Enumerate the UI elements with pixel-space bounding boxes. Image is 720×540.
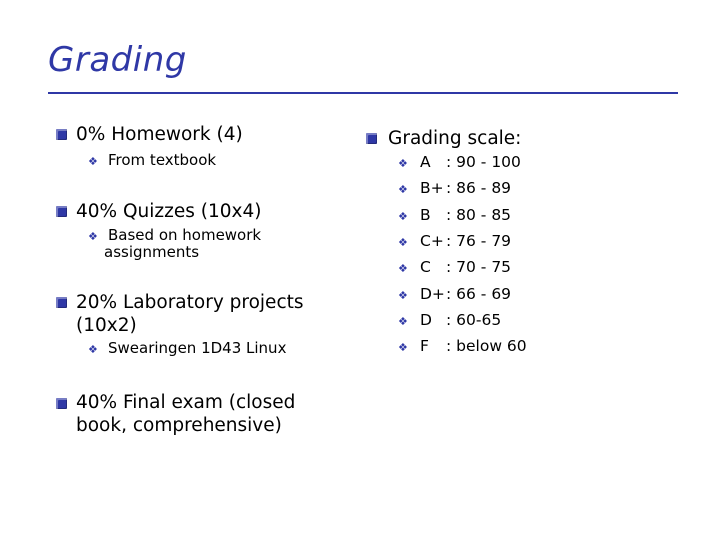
diamond-bullet-icon: ❖: [398, 235, 408, 249]
diamond-bullet-icon: ❖: [398, 209, 408, 223]
diamond-bullet-icon: ❖: [88, 343, 98, 356]
grade-range: : below 60: [446, 337, 527, 356]
diamond-bullet-icon: ❖: [398, 183, 408, 197]
diamond-bullet-icon: ❖: [398, 314, 408, 328]
grade-range: : 60-65: [446, 310, 502, 329]
grade-range: : 80 - 85: [446, 205, 512, 224]
grade-range: : 86 - 89: [446, 179, 512, 198]
labs-item-line1: 20% Laboratory projects: [76, 292, 304, 313]
quizzes-subitem-line2: assignments: [104, 243, 200, 261]
square-bullet-icon: [56, 297, 67, 308]
quizzes-item: 40% Quizzes (10x4): [76, 201, 262, 222]
square-bullet-icon: [56, 398, 67, 409]
grade-letter: C: [420, 258, 431, 277]
grade-range: : 90 - 100: [446, 153, 521, 171]
grade-letter: C+: [420, 231, 444, 250]
grading-scale-heading: Grading scale:: [388, 128, 522, 149]
labs-subitem: Swearingen 1D43 Linux: [108, 339, 287, 357]
diamond-bullet-icon: ❖: [398, 157, 408, 170]
diamond-bullet-icon: ❖: [88, 230, 98, 243]
homework-item: 0% Homework (4): [76, 124, 243, 145]
slide-title: Grading: [48, 40, 187, 80]
square-bullet-icon: [366, 133, 377, 144]
grade-letter: F: [420, 337, 429, 356]
final-exam-item-line1: 40% Final exam (closed: [76, 392, 296, 413]
final-exam-item-line2: book, comprehensive): [76, 415, 282, 436]
title-underline: [48, 92, 678, 94]
diamond-bullet-icon: ❖: [88, 155, 98, 168]
quizzes-subitem-line1: Based on homework: [108, 226, 262, 244]
diamond-bullet-icon: ❖: [398, 341, 408, 355]
labs-item-line2: (10x2): [76, 315, 137, 336]
grade-letter: B: [420, 205, 431, 224]
diamond-bullet-icon: ❖: [398, 288, 408, 302]
grade-letter: A: [420, 153, 431, 171]
grade-range: : 70 - 75: [446, 258, 512, 277]
diamond-bullet-icon: ❖: [398, 262, 408, 276]
grade-letter: D+: [420, 284, 445, 303]
grade-range: : 76 - 79: [446, 231, 512, 250]
square-bullet-icon: [56, 206, 67, 217]
grade-letter: D: [420, 310, 432, 329]
grade-range: : 66 - 69: [446, 284, 512, 303]
homework-subitem: From textbook: [108, 151, 217, 169]
grade-letter: B+: [420, 179, 444, 198]
square-bullet-icon: [56, 129, 67, 140]
